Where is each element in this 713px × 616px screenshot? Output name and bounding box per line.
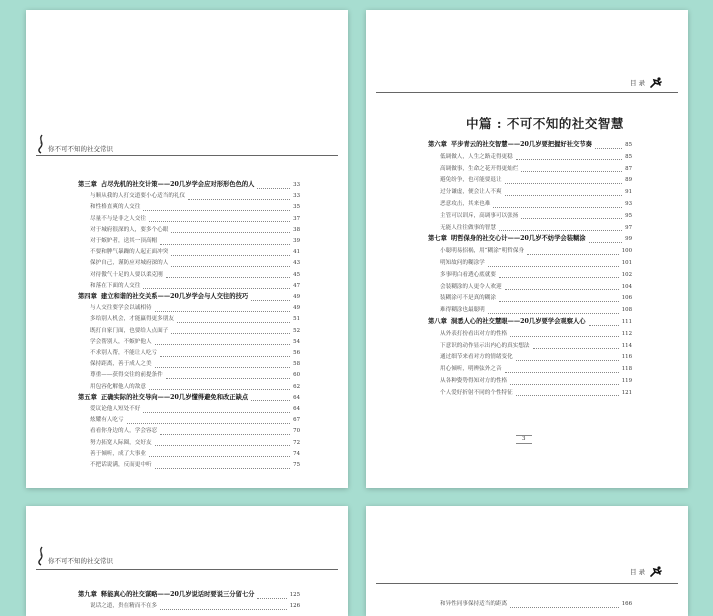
toc-item-entry (428, 364, 632, 374)
toc-item-entry (428, 388, 632, 398)
toc-item-entry (428, 599, 632, 609)
feather-logo-icon (36, 134, 46, 154)
toc-chapter-entry (78, 292, 300, 302)
page-ref: 100 (621, 248, 632, 255)
page-ref: 35 (293, 204, 300, 211)
toc-item-entry (428, 341, 632, 351)
feather-logo-icon (36, 546, 46, 566)
dot-leader (149, 383, 290, 390)
toc-item-entry (428, 175, 632, 185)
page-number: 3 (516, 435, 532, 444)
item-title: 难得糊涂也最聪明 (440, 307, 485, 314)
item-title: 明知故问的糊涂学 (440, 260, 485, 266)
dot-leader (155, 361, 291, 368)
item-title: 对于城府很深的人，要多个心眼 (90, 226, 169, 233)
page-ref: 93 (625, 201, 632, 207)
chapter-title: 洞悉人心的社交慧眼——20几岁要学会观察人心 (450, 318, 586, 325)
item-title: 从外表打扮看出对方的性格 (440, 330, 508, 337)
item-title: 恶意攻击，其来也难 (440, 201, 491, 207)
page-ref: 126 (289, 603, 300, 610)
dot-leader (177, 316, 290, 323)
chapter-title: 占尽先机的社交计策——20几岁学会应对形形色色的人 (100, 181, 255, 188)
toc-item-entry (428, 282, 632, 292)
chapter-title: 平步青云的社交智慧——20几岁要把握好社交节奏 (450, 141, 592, 148)
page-ref: 54 (293, 338, 300, 345)
toc-chapter-entry (428, 317, 632, 327)
contents-label: 目 录 (630, 568, 646, 576)
book-title: 你不可不知的社交常识 (48, 145, 113, 153)
page-ref: 52 (293, 327, 300, 334)
page-ref: 114 (621, 342, 632, 349)
page-ref: 39 (293, 238, 300, 244)
item-title: 善于倾听，成了大事业 (90, 450, 146, 457)
page-ref: 121 (621, 389, 632, 396)
toc-item-entry (78, 449, 300, 459)
chapter-title: 建立和谐的社交关系——20几岁学会与人交往的技巧 (100, 293, 249, 300)
dot-leader (143, 282, 290, 289)
page-ref: 75 (293, 462, 300, 468)
dot-leader (257, 592, 286, 599)
item-title: 小聪明易招祸，用“糊涂”明哲保身 (440, 248, 525, 255)
page-ref: 104 (621, 283, 632, 290)
dot-leader (516, 389, 619, 396)
page-ref: 106 (621, 295, 632, 302)
dot-leader (251, 294, 290, 301)
page-ref: 64 (293, 406, 300, 412)
book-page-right-bottom (366, 506, 688, 616)
page-ref: 108 (621, 307, 632, 314)
page-ref: 99 (625, 236, 632, 243)
page-ref: 102 (621, 271, 632, 278)
page-ref: 91 (625, 189, 632, 196)
item-title: 炫耀有人吃亏 (90, 417, 124, 424)
toc-item-entry (78, 247, 300, 257)
page-ref: 43 (293, 260, 300, 267)
running-header (630, 77, 663, 89)
page-ref: 89 (625, 177, 632, 184)
item-title: 不把话说满，反而更中听 (90, 462, 152, 468)
dot-leader (143, 204, 290, 211)
toc-chapter-entry (428, 140, 632, 150)
dot-leader (160, 603, 287, 610)
dot-leader (499, 271, 619, 278)
dot-leader (155, 462, 291, 469)
toc-item-entry (428, 187, 632, 197)
book-title: 你不可不知的社交常识 (48, 557, 113, 565)
header-rule (376, 92, 678, 93)
toc-chapter-entry (428, 234, 632, 244)
toc-chapter-entry (78, 180, 300, 190)
toc-item-entry (428, 293, 632, 303)
page-ref: 51 (293, 316, 300, 323)
item-title: 努力拓宽人际圈，交好友 (90, 439, 152, 446)
header-rule (376, 583, 678, 584)
chapter-number: 第三章 (78, 181, 97, 188)
page-ref: 72 (293, 439, 300, 446)
dot-leader (149, 450, 290, 457)
toc-item-entry (428, 164, 632, 174)
dot-leader (155, 439, 291, 446)
item-title: 高调做事，生命之花开得更灿烂 (440, 165, 519, 172)
dot-leader (516, 153, 622, 160)
page-ref: 74 (293, 450, 300, 457)
header-rule (36, 155, 338, 156)
toc-item-entry (78, 460, 300, 470)
item-title: 用心倾听，明辨弦外之音 (440, 366, 502, 373)
dot-leader (516, 354, 619, 361)
contents-label: 目 录 (630, 79, 646, 87)
item-title: 个人爱好折射不同的个性特征 (440, 389, 513, 396)
dot-leader (533, 342, 619, 349)
page-ref: 62 (293, 383, 300, 390)
item-title: 过分谦虚，便会让人不爽 (440, 189, 502, 196)
item-title: 和性格直爽的人交往 (90, 204, 141, 211)
item-title: 学会帮别人，不嫉妒他人 (90, 338, 152, 345)
dot-leader (155, 305, 291, 312)
page-ref: 97 (625, 224, 632, 231)
toc-item-entry (78, 236, 300, 246)
toc-item-entry (78, 214, 300, 224)
item-title: 保持距离，善于成人之美 (90, 361, 152, 368)
dot-leader (510, 601, 619, 608)
dot-leader (257, 182, 290, 189)
item-title: 既打自家门面，也要给人点面子 (90, 327, 169, 334)
item-title: 主管可以训斥，高调事可以张扬 (440, 212, 519, 219)
toc-item-entry (428, 211, 632, 221)
running-figure-icon (649, 77, 663, 89)
toc-item-entry (78, 415, 300, 425)
header-rule (36, 569, 338, 570)
chapter-number: 第五章 (78, 393, 97, 401)
dot-leader (499, 224, 622, 231)
toc-item-entry (428, 329, 632, 339)
toc-chapter-entry (78, 393, 300, 403)
item-title: 尊重——获得交往的前提条件 (90, 372, 163, 379)
chapter-title: 释能真心的社交谋略——20几岁说话时要说三分留七分 (100, 591, 255, 598)
chapter-number: 第八章 (428, 318, 447, 325)
page-ref: 125 (289, 592, 300, 598)
toc-item-entry (78, 191, 300, 201)
toc-item-entry (78, 370, 300, 380)
item-title: 与顺从我的人打交道要小心适当的礼仪 (90, 193, 186, 200)
item-title: 多给别人机会，才能赢得更多朋友 (90, 316, 174, 323)
page-ref: 119 (621, 378, 632, 384)
page-ref: 45 (293, 271, 300, 278)
item-title: 与人交往要学会以诚相待 (90, 305, 152, 312)
toc-item-entry (78, 202, 300, 212)
dot-leader (171, 226, 290, 233)
chapter-number: 第六章 (428, 141, 447, 148)
toc-item-entry (78, 337, 300, 347)
page-ref: 58 (293, 361, 300, 368)
dot-leader (505, 283, 619, 290)
page-ref: 38 (293, 226, 300, 233)
dot-leader (171, 327, 290, 334)
item-title: 和异性同事保持适当的距离 (440, 601, 508, 607)
chapter-title: 明哲保身的社交心计——20几岁不妨学会装糊涂 (450, 235, 586, 243)
toc-item-entry (78, 314, 300, 324)
page-ref: 37 (293, 215, 300, 222)
toc-chapter-entry (78, 590, 300, 600)
item-title: 避免纷争，也可能要退让 (440, 177, 502, 184)
book-page-left-top (26, 10, 348, 488)
page-ref: 85 (625, 153, 632, 160)
toc-item-entry (78, 281, 300, 291)
dot-leader (527, 248, 619, 255)
toc-item-entry (428, 352, 632, 362)
item-title: 无能人往往做事的智慧 (440, 224, 496, 231)
toc-item-entry (428, 199, 632, 209)
chapter-title: 正确实际的社交导向——20几岁懂得避免和改正缺点 (100, 393, 249, 401)
chapter-number: 第九章 (78, 591, 97, 598)
dot-leader (505, 366, 619, 373)
item-title: 装糊涂可不是真的糊涂 (440, 295, 496, 302)
page-ref: 166 (621, 601, 632, 607)
dot-leader (127, 417, 291, 424)
page-ref: 64 (293, 394, 300, 401)
dot-leader (166, 271, 290, 278)
toc-item-entry (78, 303, 300, 313)
dot-leader (595, 142, 622, 149)
toc-item-entry (78, 270, 300, 280)
toc-item-entry (428, 223, 632, 233)
book-page-left-bottom (26, 506, 348, 616)
page-ref: 47 (293, 282, 300, 289)
toc-item-entry (78, 348, 300, 358)
page-ref: 41 (293, 249, 300, 256)
dot-leader (155, 338, 291, 345)
page-ref: 70 (293, 428, 300, 435)
dot-leader (505, 189, 623, 196)
toc-item-entry (428, 246, 632, 256)
dot-leader (160, 428, 290, 435)
running-figure-icon (649, 566, 663, 578)
toc-item-entry (428, 270, 632, 280)
item-title: 和落在下面的人交往 (90, 282, 141, 289)
page-ref: 60 (293, 372, 300, 379)
item-title: 用包容化解他人的敌意 (90, 383, 146, 390)
dot-leader (188, 193, 290, 200)
page-ref: 33 (293, 182, 300, 188)
page-ref: 49 (293, 305, 300, 312)
item-title: 低调做人，人生之路走得更稳 (440, 153, 513, 160)
dot-leader (510, 378, 619, 385)
dot-leader (160, 350, 290, 357)
toc-item-entry (78, 438, 300, 448)
toc-item-entry (78, 326, 300, 336)
page-ref: 112 (621, 330, 632, 337)
page-ref: 33 (293, 193, 300, 200)
item-title: 会装糊涂的人更令人欢迎 (440, 283, 502, 290)
dot-leader (499, 295, 619, 302)
page-ref: 85 (625, 142, 632, 148)
item-title: 不要和脾气暴躁的人起正面冲突 (90, 249, 169, 256)
page-ref: 49 (293, 294, 300, 300)
book-page-right-top (366, 10, 688, 488)
item-title: 从各种姿势得知对方的性格 (440, 378, 508, 384)
dot-leader (589, 319, 619, 326)
page-ref: 118 (621, 366, 632, 373)
chapter-number: 第四章 (78, 293, 97, 300)
dot-leader (143, 406, 290, 413)
toc-item-entry (78, 404, 300, 414)
section-title: 中篇 : 不可不知的社交智慧 (466, 116, 624, 131)
page-ref: 87 (625, 165, 632, 172)
toc-item-entry (78, 359, 300, 369)
dot-leader (505, 177, 623, 184)
dot-leader (521, 165, 622, 172)
dot-leader (493, 201, 622, 208)
dot-leader (149, 215, 290, 222)
dot-leader (521, 212, 622, 219)
toc-item-entry (78, 225, 300, 235)
dot-leader (488, 260, 619, 267)
item-title: 对于嫉妒者，送其一顶高帽 (90, 238, 158, 244)
page-ref: 95 (625, 212, 632, 219)
running-header (630, 566, 663, 578)
toc-item-entry (78, 258, 300, 268)
dot-leader (589, 236, 623, 243)
item-title: 不求别人帮，不能让人吃亏 (90, 350, 158, 356)
chapter-number: 第七章 (428, 235, 447, 243)
toc-item-entry (78, 382, 300, 392)
item-title: 多事明白看透心底就要 (440, 271, 496, 278)
item-title: 看看你身边的人，学会容忍 (90, 428, 158, 435)
toc-item-entry (428, 376, 632, 386)
dot-leader (171, 249, 290, 256)
dot-leader (488, 307, 619, 314)
item-title: 保护自己，谨防应对城府深的人 (90, 260, 169, 267)
item-title: 下意识的动作显示出内心的真实想法 (440, 342, 530, 349)
item-title: 通过细节来看对方的情绪变化 (440, 354, 513, 361)
dot-leader (510, 330, 619, 337)
page-ref: 111 (621, 319, 632, 325)
toc-item-entry (428, 305, 632, 315)
item-title: 爱议论他人短处不好 (90, 406, 141, 412)
item-title: 尽量不与是非之人交往 (90, 215, 146, 222)
dot-leader (171, 260, 290, 267)
dot-leader (160, 238, 290, 245)
page-ref: 101 (621, 260, 632, 266)
page-ref: 56 (293, 350, 300, 356)
dot-leader (166, 372, 290, 379)
toc-item-entry (428, 152, 632, 162)
page-ref: 116 (621, 354, 632, 361)
toc-item-entry (78, 426, 300, 436)
page-ref: 67 (293, 417, 300, 424)
dot-leader (251, 394, 290, 401)
toc-item-entry (428, 258, 632, 268)
item-title: 说话之道，贵在精而不在多 (90, 603, 158, 610)
item-title: 对待傲气十足的人要以柔克刚 (90, 271, 163, 278)
